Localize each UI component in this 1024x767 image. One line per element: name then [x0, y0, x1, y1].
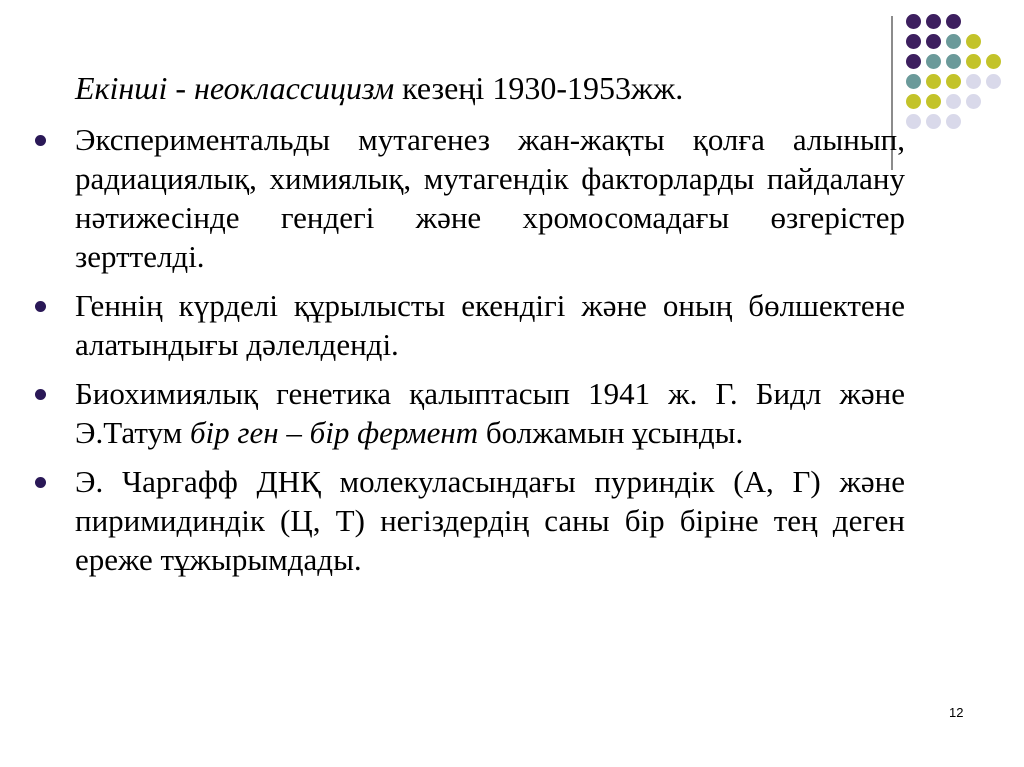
decorative-dot — [986, 74, 1001, 89]
bullet-text: Экспериментальды мутагенез жан-жақты қолға алынып, радиациялық, химиялық, мутагендік факторларды пайдалану нәтижесінде гендегі және хромосомадағы өзгерістер зерттелді. — [75, 122, 905, 274]
bullet-item-chargaff — [35, 462, 905, 579]
bullet-item-biochemical-genetics — [35, 374, 905, 452]
decorative-dot — [906, 34, 921, 49]
decorative-dot — [906, 114, 921, 129]
decorative-dot — [926, 54, 941, 69]
decorative-dot — [906, 14, 921, 29]
decorative-dot — [926, 114, 941, 129]
bullet-text-after: болжамын ұсынды. — [478, 415, 744, 450]
decorative-dot — [906, 94, 921, 109]
decorative-dot — [926, 34, 941, 49]
decorative-dot — [926, 94, 941, 109]
page-number: 12 — [949, 705, 964, 720]
bullet-text-italic: бір ген – бір фермент — [189, 415, 479, 450]
bullet-dot-icon — [35, 135, 46, 146]
decorative-dot — [946, 74, 961, 89]
decorative-dot — [926, 14, 941, 29]
title-italic-part: Екінші - неоклассицизм — [75, 70, 395, 106]
bullet-dot-icon — [35, 389, 46, 400]
decorative-dot — [946, 114, 961, 129]
bullet-text-before: Биохимиялық генетика қалыптасып 1941 ж. Г. Бидл және Э.Татум — [75, 376, 905, 450]
decorative-dot — [966, 54, 981, 69]
bullet-list — [35, 120, 905, 589]
decorative-dot — [946, 94, 961, 109]
bullet-text: Э. Чаргафф ДНҚ молекуласындағы пуриндік (А, Г) және пиримидиндік (Ц, Т) негіздердің саны бір біріне тең деген ереже тұжырымдады. — [75, 464, 905, 577]
decorative-dot — [906, 74, 921, 89]
bullet-text: Геннің күрделі құрылысты екендігі және оның бөлшектене алатындығы дәлелденді. — [75, 288, 905, 362]
decorative-dot — [926, 74, 941, 89]
decorative-dot — [966, 74, 981, 89]
decorative-dot — [906, 54, 921, 69]
decorative-dot — [966, 94, 981, 109]
decorative-dot — [946, 14, 961, 29]
slide-title — [75, 70, 683, 106]
decorative-dot — [966, 34, 981, 49]
decorative-dot — [946, 34, 961, 49]
title-regular-part: кезеңі 1930-1953жж. — [394, 70, 684, 106]
decorative-dot — [986, 54, 1001, 69]
bullet-dot-icon — [35, 301, 46, 312]
decorative-dot — [946, 54, 961, 69]
bullet-item-gene-structure — [35, 286, 905, 364]
bullet-dot-icon — [35, 477, 46, 488]
bullet-item-mutagenesis — [35, 120, 905, 276]
